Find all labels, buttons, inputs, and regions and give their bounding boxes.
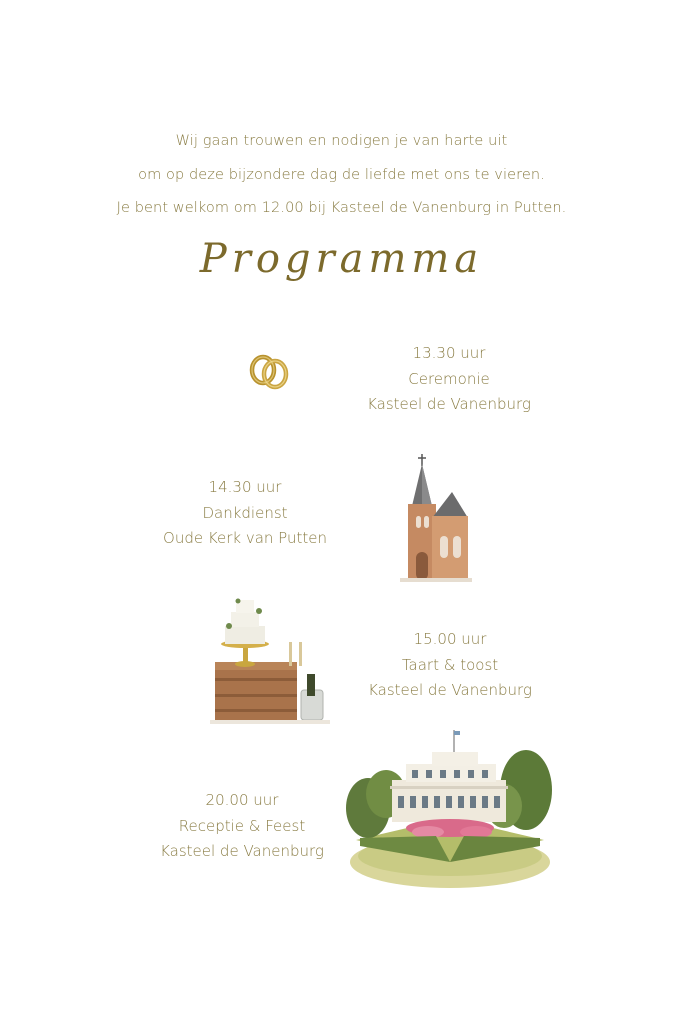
castle-icon: [346, 728, 554, 892]
event-time: 20.00 uur: [205, 791, 279, 809]
event-name: Receptie & Feest: [178, 816, 306, 835]
church-icon: [396, 452, 472, 584]
intro-text: [0, 128, 683, 229]
event-name: Ceremonie: [408, 369, 490, 388]
event-taart: [350, 627, 550, 704]
intro-line-2: om op deze bijzondere dag de liefde met ons te vieren.: [138, 166, 545, 183]
event-time: 14.30 uur: [208, 478, 282, 496]
wedding-cake-icon: [205, 596, 331, 726]
wedding-rings-icon: [246, 350, 294, 394]
event-receptie: [142, 788, 342, 865]
event-location: Kasteel de Vanenburg: [367, 395, 531, 413]
intro-line-1: Wij gaan trouwen en nodigen je van harte uit: [175, 133, 508, 149]
event-dankdienst: [145, 475, 345, 552]
event-time: 15.00 uur: [413, 630, 487, 648]
event-time: 13.30 uur: [412, 344, 486, 362]
event-location: Kasteel de Vanenburg: [160, 842, 324, 860]
event-location: Kasteel de Vanenburg: [368, 681, 532, 699]
event-location: Oude Kerk van Putten: [163, 529, 327, 547]
event-name: Taart & toost: [401, 655, 499, 674]
intro-line-3: Je bent welkom om 12.00 bij Kasteel de Vanenburg in Putten.: [116, 200, 567, 216]
page-title: Programma: [199, 236, 484, 282]
event-name: Dankdienst: [202, 503, 288, 522]
event-ceremonie: [349, 341, 549, 418]
